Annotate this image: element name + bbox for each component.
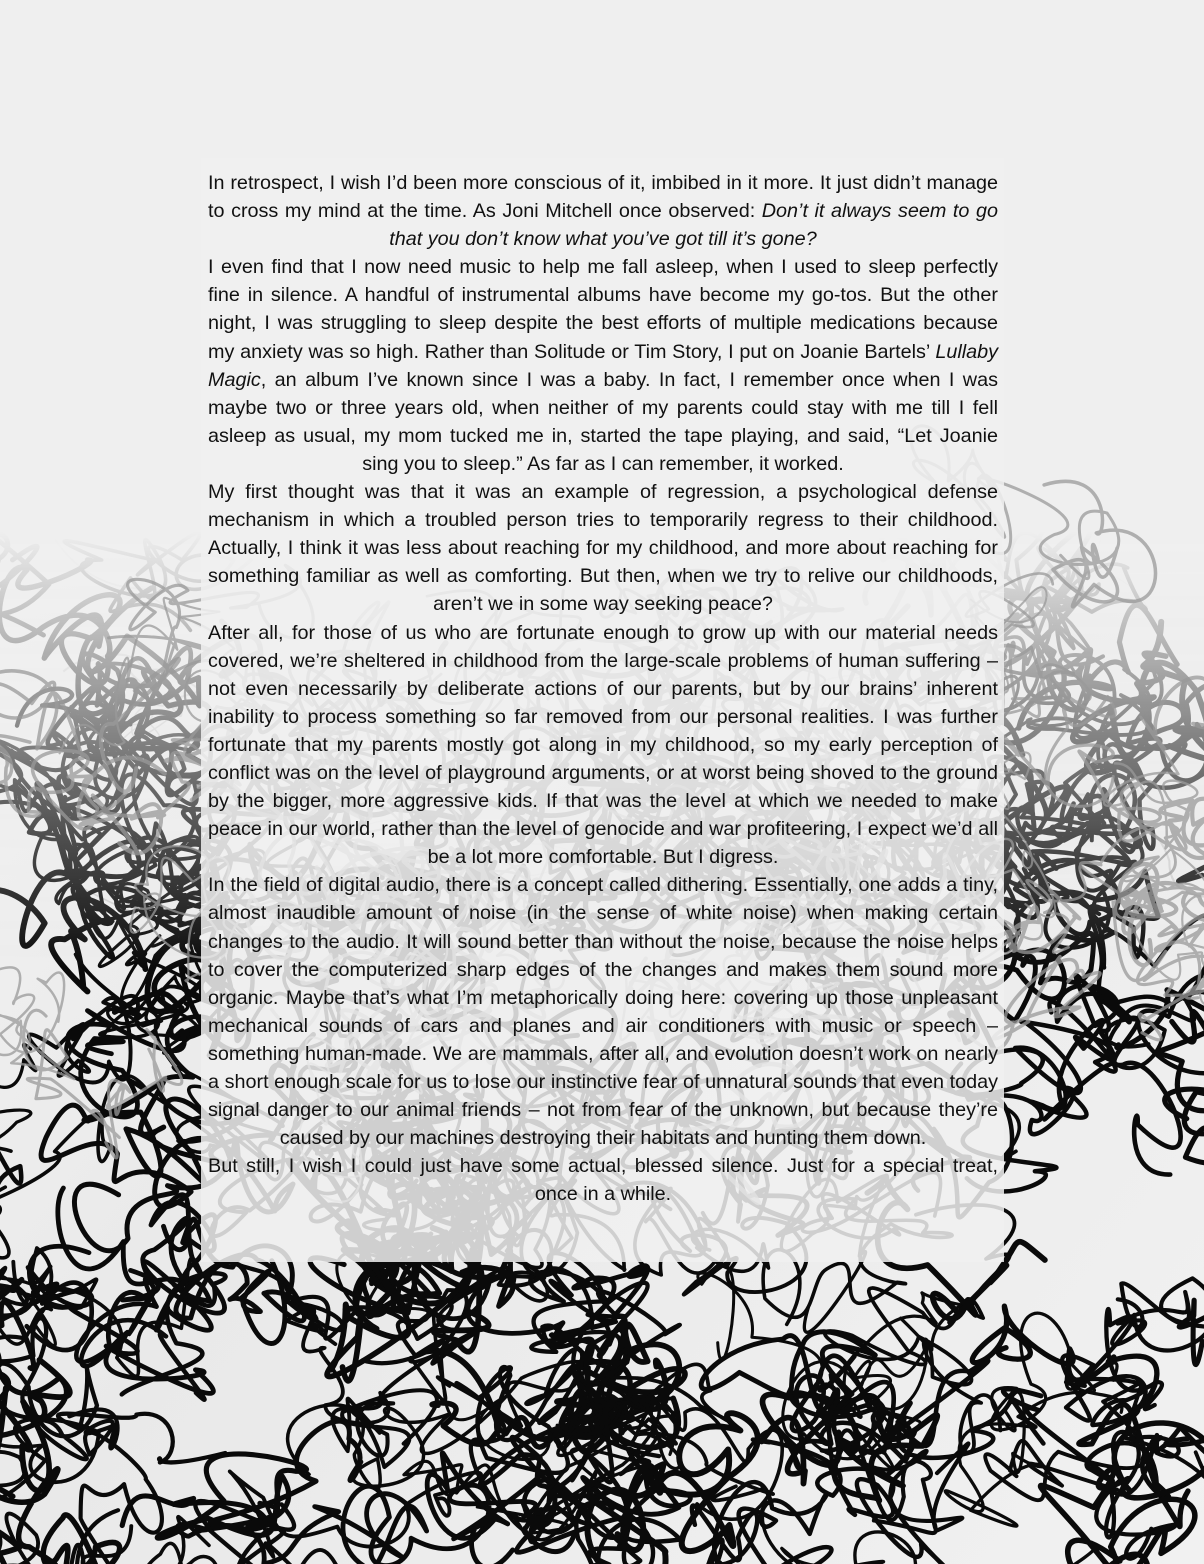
paragraph-4: [208, 619, 998, 872]
paragraph-1-text: In retrospect, I wish I’d been more conscious of it, imbibed in it more. It just didn’t manage to cross my mind at the time. As Joni Mitchell once observed:: [208, 172, 998, 223]
paragraph-2: [208, 253, 998, 478]
paragraph-1: [208, 169, 998, 253]
paragraph-3: [208, 478, 998, 618]
paragraph-2-text-start: I even find that I now need music to help me fall asleep, when I used to sleep perfectly fine in silence. A handful of instrumental albums have become my go-tos. But the other night, I was struggling to sleep despite the best efforts of multiple medications because my anxiety was so high. Rather than Solitude or Tim Story, I put on Joanie Bartels’: [208, 256, 998, 363]
paragraph-4-text: After all, for those of us who are fortunate enough to grow up with our material needs covered, we’re sheltered in childhood from the large-scale problems of human suffering – not even necessarily by deliberate actions of our parents, but by our brains’ inherent inability to process something so far removed from our personal realities. I was further fortunate that my parents mostly got along in my childhood, so my early perception of conflict was on the level of playground arguments, or at worst being shoved to the ground by the bigger, more aggressive kids. If that was the level at which we needed to make peace in our world, rather than the level of genocide and war profiteering, I expect we’d all be a lot more comfortable. But I digress.: [208, 621, 998, 869]
text-panel: [201, 158, 1004, 1262]
paragraph-6: [208, 1152, 998, 1208]
paragraph-5: [208, 871, 998, 1152]
paragraph-6-text: But still, I wish I could just have some actual, blessed silence. Just for a special treat, once in a while.: [208, 1155, 998, 1206]
joni-mitchell-quote: Don’t it always seem to go that you don’t know what you’ve got till it’s gone?: [389, 200, 998, 251]
paragraph-3-text: My first thought was that it was an example of regression, a psychological defense mechanism in which a troubled person tries to temporarily regress to their childhood. Actually, I think it was less about reaching for my childhood, and more about reaching for something familiar as well as comforting. But then, when we try to relive our childhoods, aren’t we in some way seeking peace?: [208, 481, 998, 616]
album-title: Lullaby Magic: [208, 340, 998, 391]
paragraph-5-text: In the field of digital audio, there is a concept called dithering. Essentially, one adds a tiny, almost inaudible amount of noise (in the sense of white noise) when making certain changes to the audio. It will sound better than without the noise, because the noise helps to cover the computerized sharp edges of the changes and makes them sound more organic. Maybe that’s what I’m metaphorically doing here: covering up those unpleasant mechanical sounds of cars and planes and air conditioners with music or speech – something human-made. We are mammals, after all, and evolution doesn’t work on nearly a short enough scale for us to lose our instinctive fear of unnatural sounds that even today signal danger to our animal friends – not from fear of the unknown, but because they’re caused by our machines destroying their habitats and hunting them down.: [208, 874, 998, 1150]
paragraph-2-text-end: , an album I’ve known since I was a baby. In fact, I remember once when I was maybe two or three years old, when neither of my parents could stay with me till I fell asleep as usual, my mom tucked me in, started the tape playing, and said, “Let Joanie sing you to sleep.” As far as I can remember, it worked.: [208, 368, 998, 475]
